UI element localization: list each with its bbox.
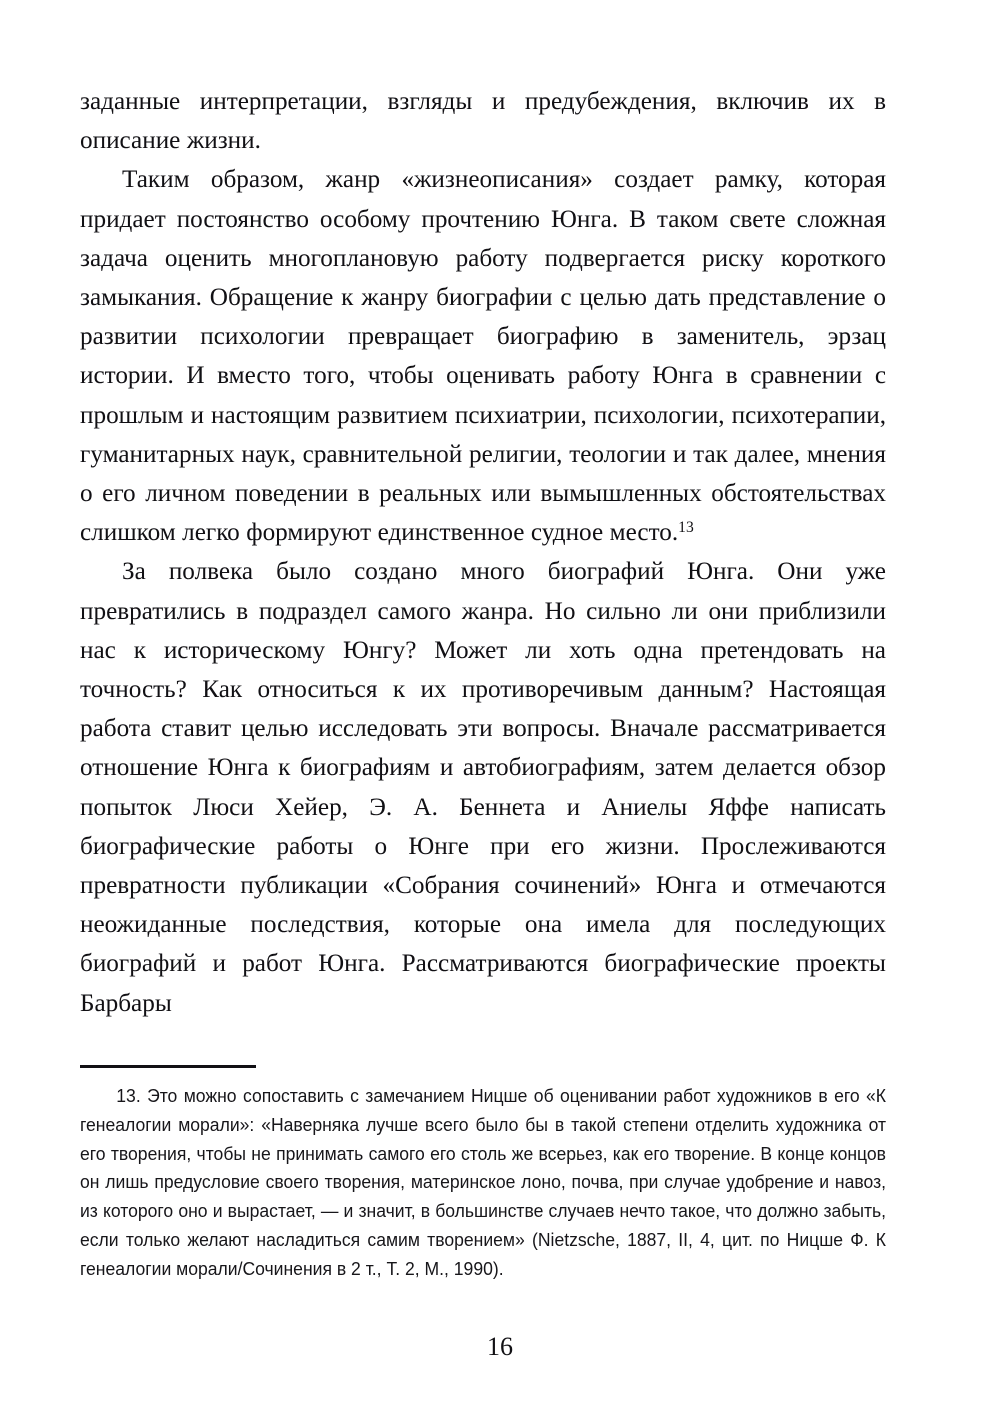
body-text-block xyxy=(80,82,886,1023)
footnote-item-13: 13. Это можно сопоставить с замечанием Ницше об оценивании работ художников в его «К генеалогии морали»: «Наверняка лучше всего было бы в такой степени отделить художника от его творения, чтобы не принимать самого его столь же всерьез, как его творение. В конце концов он лишь предусловие своего творения, материнское лоно, почва, при случае удобрение и навоз, из которого оно и вырастает, — и значит, в большинстве случаев нечто такое, что должно забыть, если только желают насладиться самим творением» (Nietzsche, 1887, II, 4, цит. по Ницше Ф. К генеалогии морали/Сочинения в 2 т., Т. 2, М., 1990). xyxy=(80,1085,887,1279)
footnote-separator-rule xyxy=(80,1065,256,1068)
paragraph-continued: заданные интерпретации, взгляды и предубеждения, включив их в описание жизни. xyxy=(80,88,886,155)
paragraph-biography-genre xyxy=(80,160,886,552)
paragraph-half-century: За полвека было создано много биографий Юнга. Они уже превратились в подраздел самого жанра. Но сильно ли они приблизили нас к историческому Юнгу? Может ли хоть одна претендовать на точность? Как относиться к их противоречивым данным? Настоящая работа ставит целью исследовать эти вопросы. Вначале рассматривается отношение Юнга к биографиям и автобиографиям, затем делается обзор попыток Люси Хейер, Э. А. Беннета и Аниелы Яффе написать биографические работы о Юнге при его жизни. Прослеживаются превратности публикации «Собрания сочинений» Юнга и отмечаются неожиданные последствия, которые она имела для последующих биографий и работ Юнга. Рассматриваются биографические проекты Барбары xyxy=(80,558,886,1017)
page-number: 16 xyxy=(487,1332,513,1361)
paragraph-biography-genre-text: Таким образом, жанр «жизнеописания» создает рамку, которая придает постоянство особому прочтению Юнга. В таком свете сложная задача оценить многоплановую работу подвергается риску короткого замыкания. Обращение к жанру биографии с целью дать представление о развитии психологии превращает биографию в заменитель, эрзац истории. И вместо того, чтобы оценивать работу Юнга в сравнении с прошлым и настоящим развитием психиатрии, психологии, психотерапии, гуманитарных наук, сравнительной религии, теологии и так далее, мнения о его личном поведении в реальных или вымышленных обстоятельствах слишком легко формируют единственное судное место. xyxy=(80,166,886,547)
footnote-block xyxy=(80,1082,886,1284)
footnote-reference-13[interactable]: 13 xyxy=(678,519,694,537)
